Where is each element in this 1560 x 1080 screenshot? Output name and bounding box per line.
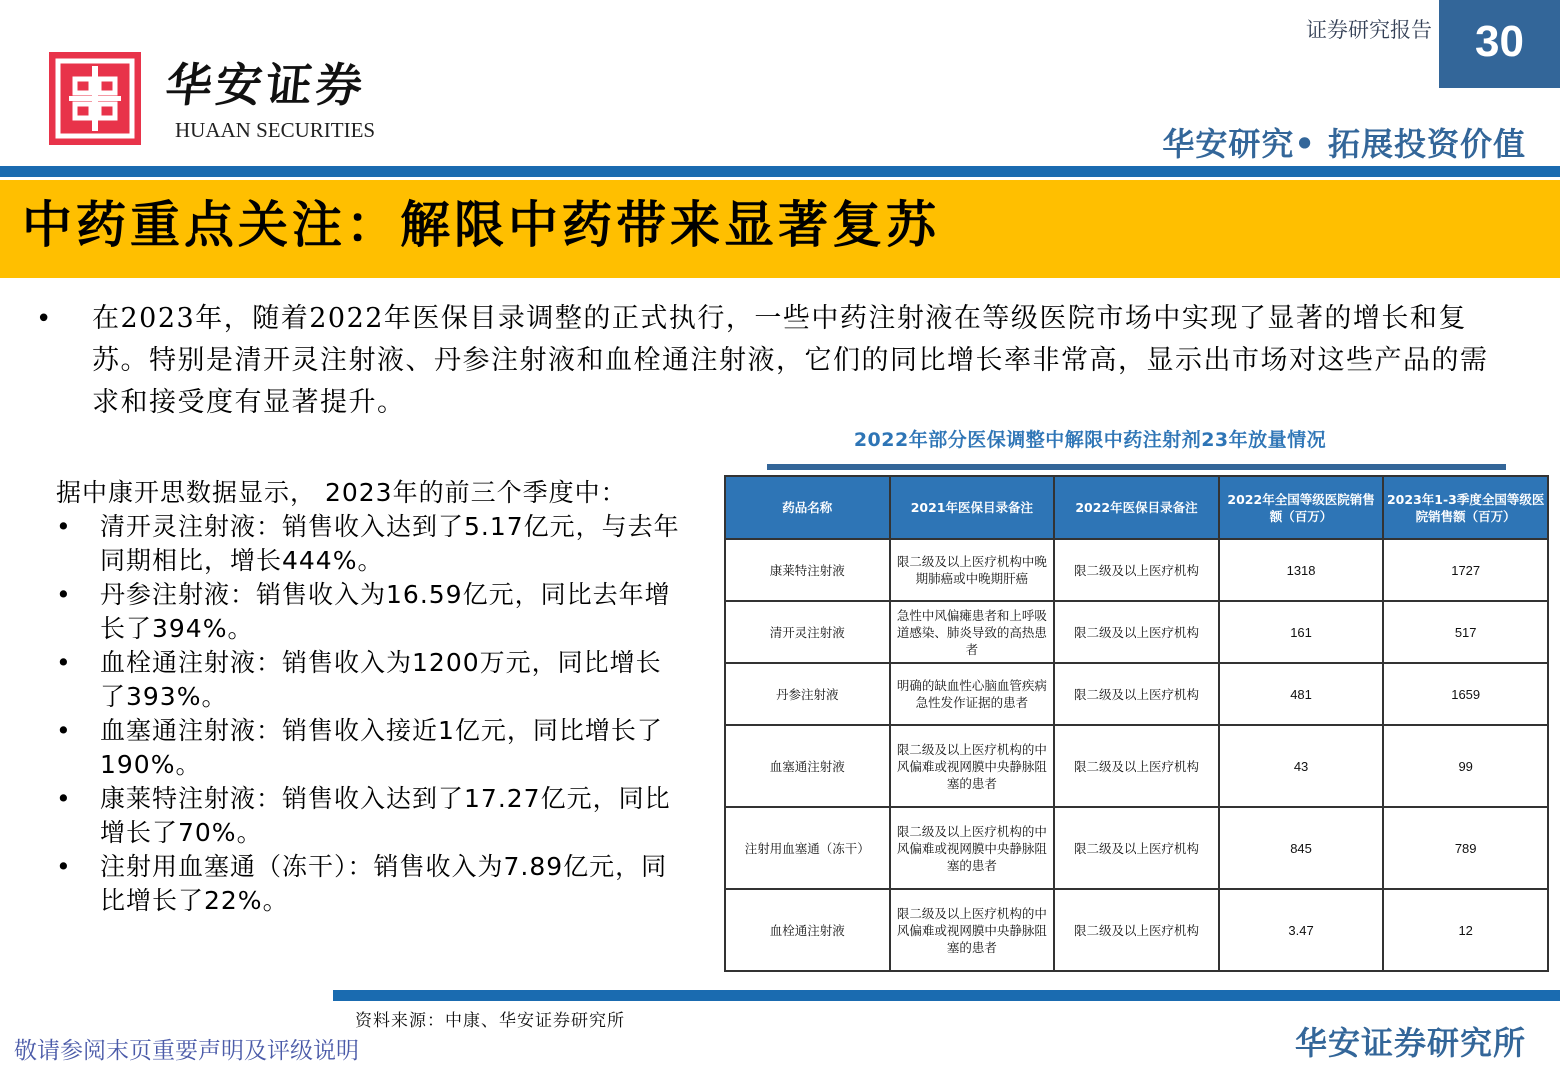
page-number-box (1439, 0, 1560, 88)
list-item (56, 510, 686, 578)
table-row (725, 807, 1548, 889)
list-item-text: 康莱特注射液：销售收入达到了17.27亿元，同比增长了70%。 (100, 784, 671, 847)
note-2022-cell: 限二级及以上医疗机构 (1054, 539, 1219, 601)
list-item (56, 714, 686, 782)
sales-2023-cell: 517 (1383, 601, 1548, 663)
bullet-icon: • (56, 512, 72, 541)
table-row (725, 539, 1548, 601)
intro-paragraph (30, 298, 1510, 424)
column-header-2023-sales: 2023年1-3季度全国等级医院销售额（百万） (1383, 476, 1548, 539)
note-2022-cell: 限二级及以上医疗机构 (1054, 725, 1219, 807)
note-2022-cell: 限二级及以上医疗机构 (1054, 807, 1219, 889)
drug-name-cell: 血塞通注射液 (725, 725, 890, 807)
table-row (725, 725, 1548, 807)
bullet-icon: • (56, 716, 72, 745)
note-2021-cell: 限二级及以上医疗机构的中风偏难或视网膜中央静脉阻塞的患者 (890, 807, 1055, 889)
list-item-text: 血栓通注射液：销售收入为1200万元，同比增长了393%。 (100, 648, 662, 711)
logo-english-name: HUAAN SECURITIES (175, 118, 376, 142)
list-item (56, 578, 686, 646)
sales-summary (56, 476, 686, 918)
list-item (56, 850, 686, 918)
bullet-icon: • (56, 580, 72, 609)
sales-2022-cell: 1318 (1219, 539, 1384, 601)
header-slogan: 华安研究• 拓展投资价值 (1162, 125, 1526, 163)
table-row (725, 663, 1548, 725)
sales-2023-cell: 99 (1383, 725, 1548, 807)
footer-organization: 华安证券研究所 (1294, 1024, 1526, 1062)
bullet-icon: • (56, 784, 72, 813)
source-note: 资料来源：中康、华安证券研究所 (355, 1011, 625, 1031)
summary-lead: 据中康开思数据显示， 2023年的前三个季度中： (56, 478, 627, 507)
sales-2022-cell: 43 (1219, 725, 1384, 807)
note-2022-cell: 限二级及以上医疗机构 (1054, 601, 1219, 663)
drug-name-cell: 注射用血塞通（冻干） (725, 807, 890, 889)
intro-text: 在2023年，随着2022年医保目录调整的正式执行，一些中药注射液在等级医院市场中实现了显著的增长和复苏。特别是清开灵注射液、丹参注射液和血栓通注射液，它们的同比增长率非常高，显示出市场对这些产品的需求和接受度有显著提升。 (92, 303, 1489, 418)
note-2022-cell: 限二级及以上医疗机构 (1054, 663, 1219, 725)
column-header-2021-note: 2021年医保目录备注 (890, 476, 1055, 539)
column-header-2022-sales: 2022年全国等级医院销售额（百万） (1219, 476, 1384, 539)
drug-name-cell: 清开灵注射液 (725, 601, 890, 663)
column-header-drug-name: 药品名称 (725, 476, 890, 539)
note-2021-cell: 限二级及以上医疗机构中晚期肺癌或中晚期肝癌 (890, 539, 1055, 601)
list-item (56, 646, 686, 714)
note-2021-cell: 急性中风偏瘫患者和上呼吸道感染、肺炎导致的高热患者 (890, 601, 1055, 663)
drug-name-cell: 血栓通注射液 (725, 889, 890, 971)
drug-name-cell: 丹参注射液 (725, 663, 890, 725)
list-item (56, 782, 686, 850)
bullet-icon: • (56, 852, 72, 881)
sales-2022-cell: 161 (1219, 601, 1384, 663)
bullet-icon: • (36, 304, 52, 334)
sales-2022-cell: 3.47 (1219, 889, 1384, 971)
drug-name-cell: 康莱特注射液 (725, 539, 890, 601)
footer-divider (333, 990, 1560, 1001)
knot-logo-icon (49, 52, 141, 145)
sales-2022-cell: 845 (1219, 807, 1384, 889)
summary-list (56, 510, 686, 918)
report-type-label: 证券研究报告 (1306, 18, 1432, 42)
note-2021-cell: 限二级及以上医疗机构的中风偏难或视网膜中央静脉阻塞的患者 (890, 889, 1055, 971)
sales-2023-cell: 789 (1383, 807, 1548, 889)
header-divider (0, 166, 1560, 177)
sales-2023-cell: 1727 (1383, 539, 1548, 601)
drug-sales-table (724, 475, 1549, 972)
table-title: 2022年部分医保调整中解限中药注射剂23年放量情况 (853, 429, 1327, 451)
note-2021-cell: 明确的缺血性心脑血管疾病急性发作证据的患者 (890, 663, 1055, 725)
page-number: 30 (1475, 17, 1524, 66)
note-2021-cell: 限二级及以上医疗机构的中风偏难或视网膜中央静脉阻塞的患者 (890, 725, 1055, 807)
list-item-text: 清开灵注射液：销售收入达到了5.17亿元，与去年同期相比，增长444%。 (100, 512, 680, 575)
list-item-text: 注射用血塞通（冻干）：销售收入为7.89亿元，同比增长了22%。 (100, 852, 668, 915)
table-header-row (725, 476, 1548, 539)
table-row (725, 889, 1548, 971)
logo-chinese-name: 华安证券 (163, 58, 369, 112)
bullet-icon: • (56, 648, 72, 677)
sales-2023-cell: 12 (1383, 889, 1548, 971)
column-header-2022-note: 2022年医保目录备注 (1054, 476, 1219, 539)
list-item-text: 血塞通注射液：销售收入接近1亿元，同比增长了190%。 (100, 716, 663, 779)
sales-2022-cell: 481 (1219, 663, 1384, 725)
disclaimer-link[interactable]: 敬请参阅末页重要声明及评级说明 (14, 1038, 359, 1064)
note-2022-cell: 限二级及以上医疗机构 (1054, 889, 1219, 971)
table-title-divider (767, 464, 1506, 470)
list-item-text: 丹参注射液：销售收入为16.59亿元，同比去年增长了394%。 (100, 580, 671, 643)
page-title: 中药重点关注：解限中药带来显著复苏 (22, 195, 940, 254)
table-row (725, 601, 1548, 663)
sales-2023-cell: 1659 (1383, 663, 1548, 725)
company-logo-mark (49, 52, 141, 145)
